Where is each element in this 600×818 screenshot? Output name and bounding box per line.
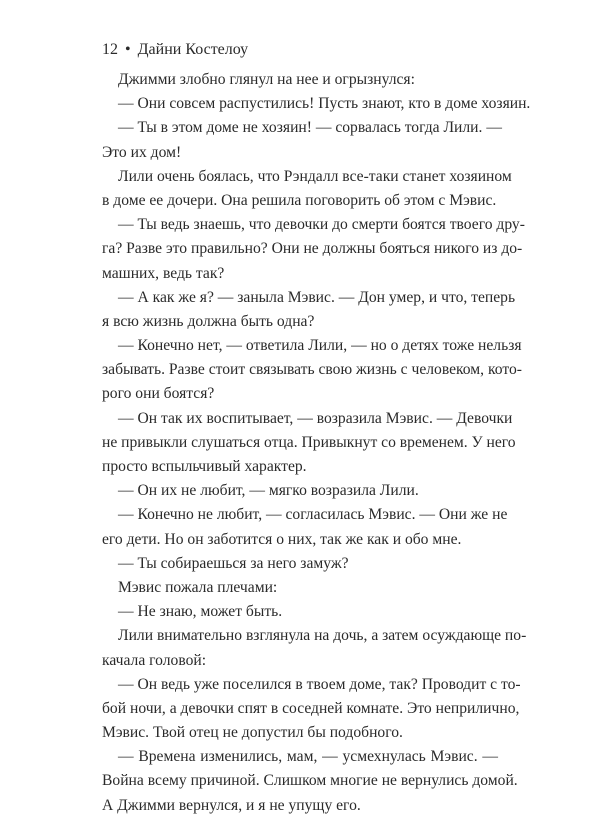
text-line: забывать. Разве стоит связывать свою жизнь с человеком, кото- — [102, 361, 522, 379]
text-line: его дети. Но он заботится о них, так же как и обо мне. — [102, 530, 462, 548]
text-line: А Джимми вернулся, и я не упущу его. — [102, 796, 361, 814]
text-line: Война всему причиной. Слишком многие не вернулись домой. — [102, 772, 518, 790]
text-line: бой ночи, а девочки спят в соседней комнате. Это неприлично, — [102, 699, 520, 717]
text-line: — А как же я? — заныла Мэвис. — Дон умер, и что, теперь — [118, 288, 516, 306]
body-text — [102, 68, 531, 818]
text-line: — Конечно не любит, — согласилась Мэвис. — Они же не — [118, 506, 508, 524]
text-line: Джимми злобно глянул на нее и огрызнулся: — [118, 71, 415, 88]
text-line: — Ты в этом доме не хозяин! — сорвалась тогда Лили. — — [118, 119, 502, 137]
text-line: — Не знаю, может быть. — [118, 603, 283, 621]
text-line: Мэвис. Твой отец не допустил бы подобного. — [102, 724, 403, 742]
text-line: — Времена изменились, мам, — усмехнулась Мэвис. — — [118, 748, 498, 766]
text-line: — Он ведь уже поселился в твоем доме, так? Проводит с то- — [118, 675, 521, 693]
running-header — [102, 38, 248, 62]
author-name: Дайни Костелоу — [137, 41, 249, 58]
text-line: — Ты собираешься за него замуж? — [118, 554, 349, 572]
text-line: просто вспыльчивый характер. — [102, 458, 307, 475]
header-separator: • — [125, 41, 131, 58]
text-line: качала головой: — [102, 651, 207, 669]
text-line: не привыкли слушаться отца. Привыкнут со временем. У него — [102, 433, 516, 451]
text-line: в доме ее дочери. Она решила поговорить об этом с Мэвис. — [102, 191, 497, 209]
text-line: Лили очень боялась, что Рэндалл все-таки станет хозяином — [118, 167, 512, 185]
text-line: — Они совсем распустились! Пусть знают, кто в доме хозяин. — [118, 95, 531, 113]
text-line: — Он их не любит, — мягко возразила Лили. — [118, 482, 419, 500]
text-line: — Конечно нет, — ответила Лили, — но о детях тоже нельзя — [118, 337, 522, 355]
text-line: га? Разве это правильно? Они не должны бояться никого из до- — [102, 240, 523, 258]
text-line: машних, ведь так? — [102, 264, 225, 282]
text-line: Это их дом! — [102, 143, 182, 161]
text-line: — Он так их воспитывает, — возразила Мэвис. — Девочки — [118, 409, 513, 427]
text-line: Лили внимательно взглянула на дочь, а затем осуждающе по- — [118, 627, 527, 645]
text-line: я всю жизнь должна быть одна? — [102, 312, 315, 330]
page-number: 12 — [102, 41, 118, 58]
text-line: рого они боятся? — [102, 385, 215, 403]
text-line: Мэвис пожала плечами: — [118, 578, 278, 596]
text-line: — Ты ведь знаешь, что девочки до смерти боятся твоего дру- — [118, 216, 525, 234]
